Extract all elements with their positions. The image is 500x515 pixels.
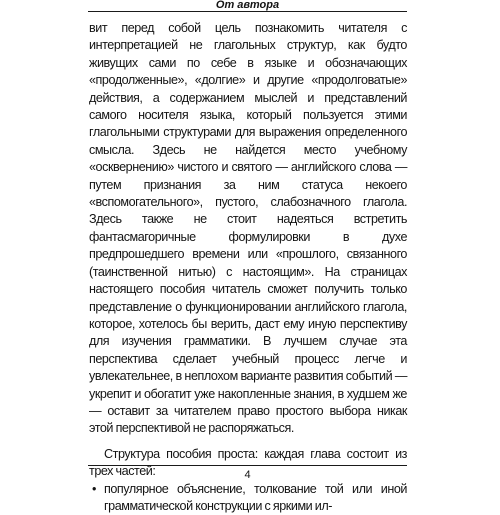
bullet-list-item [89, 481, 407, 515]
body-text [89, 20, 407, 515]
bullet-icon: • [92, 481, 96, 496]
paragraph-continuation: вит перед собой цель познакомить читателя с интерпретацией не глагольных структур, как будто живущих сами по себе в языке и обозначающих «продолженные», «долгие» и другие «продолговатые» действия, а содержанием мыслей и представлений самого носителя языка, который пользуется этими глагольными структурами для выражения определенного смысла. Здесь не найдется место учебному «осквернению» чистого и святого — английского слова — путем признания за ним статуса некоего «вспомогательного», пустого, слабозначного глагола. Здесь также не стоит надеяться встретить фантасмагоричные формулировки в духе предпрошедшего времени или «прошлого, связанного (таинственной нитью) с настоящим». На страницах настоящего пособия читатель сможет получить только представление о функционировании английского глагола, которое, хотелось бы верить, даст ему иную перспективу для изучения грамматики. В лучшем случае эта перспектива сделает учебный процесс легче и увлекательнее, в неплохом варианте развития событий — укрепит и обогатит уже накопленные знания, в худшем же — оставит за читателем право простого выбора никак этой перспективой не распоряжаться. [89, 21, 407, 436]
paragraph-structure: Структура пособия проста: каждая глава состоит из трех частей: [89, 446, 407, 479]
header-rule [88, 11, 407, 12]
running-header: От автора [215, 0, 280, 11]
footer-rule [88, 465, 407, 466]
page-number: 4 [244, 469, 251, 481]
bullet-item-text: популярное объяснение, толкование той или иной грамматической конструкции с яркими ил- [104, 481, 407, 513]
